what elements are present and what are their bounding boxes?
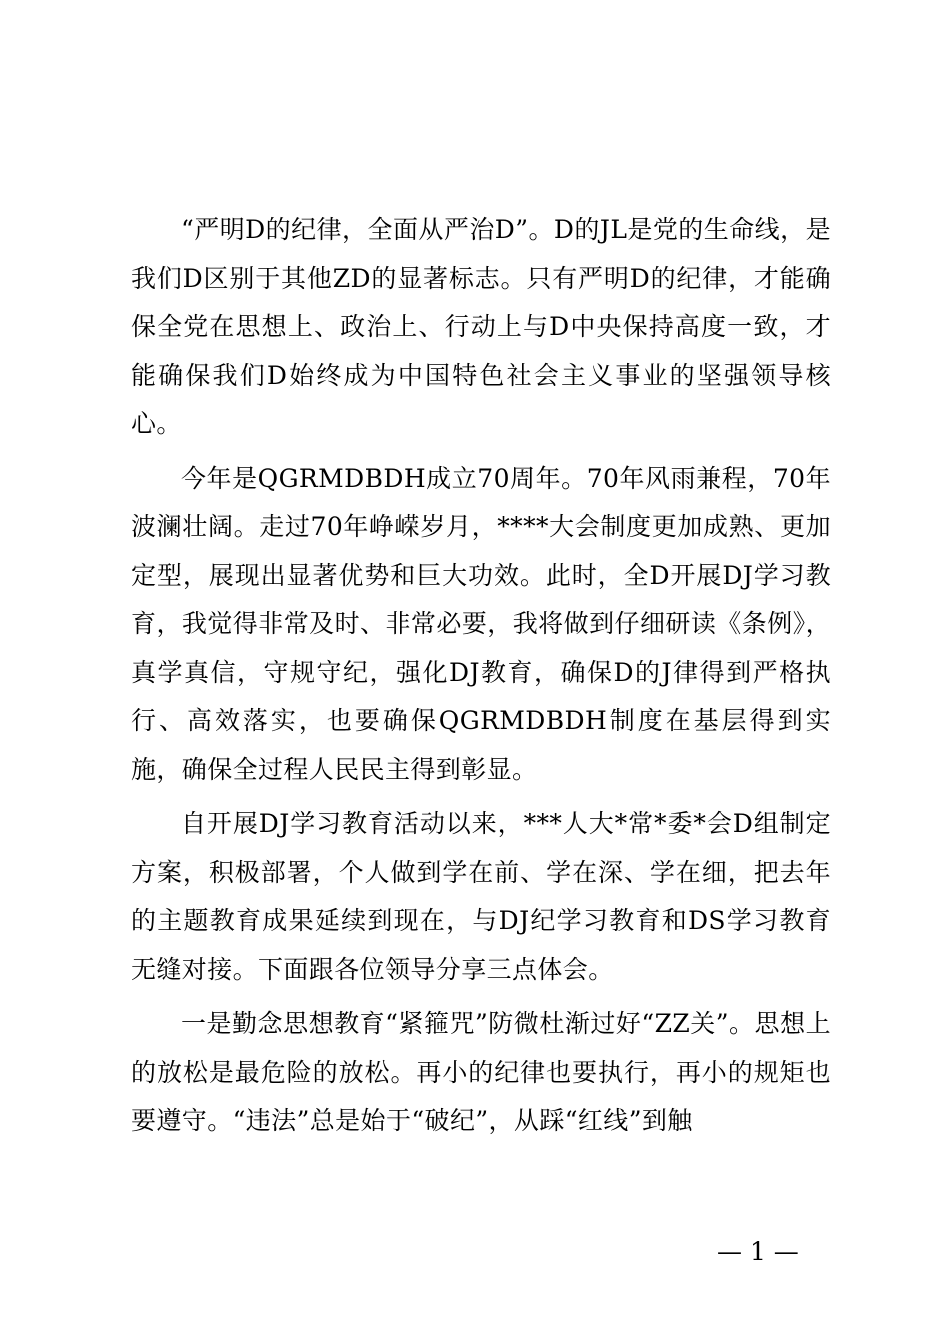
page-number: — 1 — — [717, 1237, 799, 1266]
paragraph-2: 今年是QGRMDBDH成立70周年。70年风雨兼程，70年波澜壮阔。走过70年峥嵘岁月，****大会制度更加成熟、更加定型，展现出显著优势和巨大功效。此时，全D开展DJ学习教育，我觉得非常及时、非常必要，我将做到仔细研读《条例》，真学真信，守规守纪，强化DJ教育，确保D的J律得到严格执行、高效落实，也要确保QGRMDBDH制度在基层得到实施，确保全过程人民民主得到彰显。 — [131, 463, 831, 784]
paragraph-1: “严明D的纪律，全面从严治D”。D的JL是党的生命线，是我们D区别于其他ZD的显著标志。只有严明D的纪律，才能确保全党在思想上、政治上、行动上与D中央保持高度一致，才能确保我们D始终成为中国特色社会主义事业的坚强领导核心。 — [131, 215, 831, 438]
paragraph-4: 一是勤念思想教育“紧箍咒”防微杜渐过好“ZZ关”。思想上的放松是最危险的放松。再小的纪律也要执行，再小的规矩也要遵守。“违法”总是始于“破纪”，从踩“红线”到触 — [131, 1009, 831, 1135]
paragraph-3: 自开展DJ学习教育活动以来，***人大*常*委*会D组制定方案，积极部署，个人做到学在前、学在深、学在细，把去年的主题教育成果延续到现在，与DJ纪学习教育和DS学习教育无缝对接。下面跟各位领导分享三点体会。 — [131, 809, 831, 984]
document-body — [131, 206, 831, 1152]
